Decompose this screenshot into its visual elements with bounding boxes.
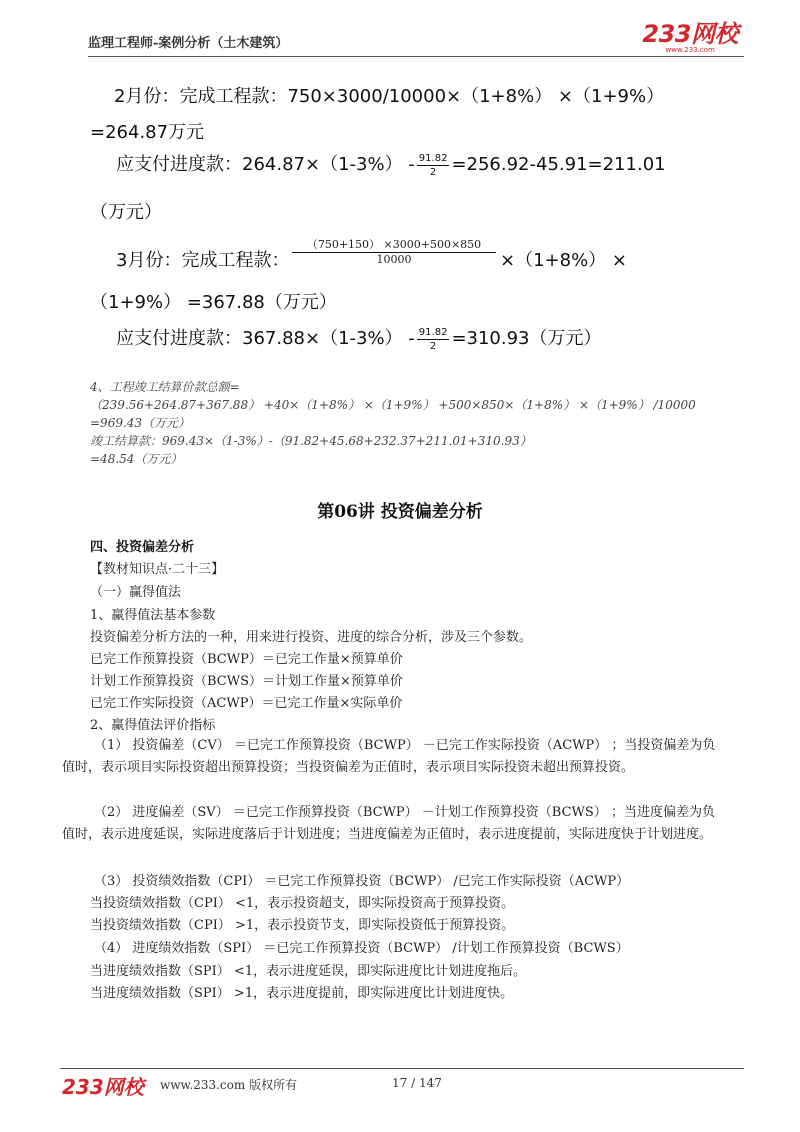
calc-feb-payment <box>116 150 666 179</box>
cpi-greater-than-one: 当投资绩效指数（CPI） >1，表示投资节支，即实际投资低于预算投资。 <box>90 918 515 933</box>
calc-feb-line: 2月份：完成工程款：750×3000/10000×（1+8%） ×（1+9%） <box>114 86 665 107</box>
param-bcws: 计划工作预算投资（BCWS）＝计划工作量×预算单价 <box>90 674 403 689</box>
calc-mar-fraction <box>292 238 496 267</box>
fraction-denominator: 2 <box>429 340 437 352</box>
param-acwp: 已完工作实际投资（ACWP）＝已完工作量×实际单价 <box>90 696 403 711</box>
calc-feb-payment-unit: （万元） <box>90 202 162 223</box>
subheading-basic-params: 1、赢得值法基本参数 <box>90 608 216 623</box>
settlement-line-4: 竣工结算款：969.43×（1-3%）-（91.82+45.68+232.37+211.01+310.93） <box>90 434 532 448</box>
header-divider <box>88 56 744 57</box>
settlement-line-1: 4、工程竣工结算价款总额= <box>90 380 240 394</box>
calc-mar-payment-pre: 应支付进度款：367.88×（1-3%） - <box>116 328 415 349</box>
subheading-earned-value: （一）赢得值法 <box>90 585 182 600</box>
section-heading: 四、投资偏差分析 <box>90 540 195 555</box>
footer-copyright: www.233.com 版权所有 <box>160 1078 298 1092</box>
fraction-denominator: 2 <box>429 166 437 178</box>
calc-mar-line-pre: 3月份：完成工程款： <box>116 250 290 271</box>
spi-less-than-one: 当进度绩效指数（SPI） <1，表示进度延误，即实际进度比计划进度拖后。 <box>90 964 527 979</box>
indicator-sv: （2） 进度偏差（SV） ＝已完工作预算投资（BCWP） －计划工作预算投资（BCWS） ；当进度偏差为负值时，表示进度延误，实际进度落后于计划进度；当进度偏差为正值时，表示进度提前，实际进度快于计划进度。 <box>62 805 715 842</box>
calc-mar-result: （1+9%） =367.88（万元） <box>90 292 337 313</box>
subheading-indicators: 2、赢得值法评价指标 <box>90 718 216 733</box>
fraction <box>417 326 450 353</box>
brand-logo <box>642 22 738 54</box>
lecture-title: 第06讲 投资偏差分析 <box>317 502 483 522</box>
calc-feb-result: =264.87万元 <box>90 122 205 143</box>
fraction <box>417 152 450 179</box>
calc-mar-payment <box>116 324 602 353</box>
footer-logo: 233网校 <box>62 1075 144 1099</box>
indicator-spi: （4） 进度绩效指数（SPI） ＝已完工作预算投资（BCWP） /计划工作预算投资（BCWS） <box>94 941 629 956</box>
calc-feb-payment-pre: 应支付进度款：264.87×（1-3%） - <box>116 154 415 175</box>
fraction-numerator: 91.82 <box>418 152 448 164</box>
page-header-title: 监理工程师-案例分析（土木建筑） <box>88 36 289 51</box>
fraction-numerator: 91.82 <box>418 326 448 338</box>
indicator-cpi: （3） 投资绩效指数（CPI） ＝已完工作预算投资（BCWP） /已完工作实际投资（ACWP） <box>94 874 630 889</box>
settlement-line-2: （239.56+264.87+367.88） +40×（1+8%） ×（1+9%） +500×850×（1+8%） ×（1+9%） /10000 <box>90 398 696 412</box>
param-bcwp: 已完工作预算投资（BCWP）＝已完工作量×预算单价 <box>90 652 403 667</box>
intro-text: 投资偏差分析方法的一种，用来进行投资、进度的综合分析，涉及三个参数。 <box>90 630 533 645</box>
fraction-numerator: （750+150） ×3000+500×850 <box>292 238 496 253</box>
knowledge-point-tag: 【教材知识点·二十三】 <box>90 562 225 577</box>
footer-divider <box>60 1068 744 1069</box>
settlement-line-5: =48.54（万元） <box>90 452 183 466</box>
indicator-cv: （1） 投资偏差（CV） ＝已完工作预算投资（BCWP） －已完工作实际投资（ACWP） ；当投资偏差为负值时，表示项目实际投资超出预算投资；当投资偏差为正值时，表示项目实际投资未超出预算投资。 <box>62 738 716 775</box>
fraction-denominator: 10000 <box>376 253 412 266</box>
brand-logo-url: www.233.com <box>665 46 715 54</box>
brand-logo-text: 233网校 <box>642 20 738 48</box>
cpi-less-than-one: 当投资绩效指数（CPI） <1，表示投资超支，即实际投资高于预算投资。 <box>90 896 515 911</box>
page-number: 17 / 147 <box>392 1076 442 1090</box>
calc-feb-payment-post: =256.92-45.91=211.01 <box>451 154 666 175</box>
spi-greater-than-one: 当进度绩效指数（SPI） >1，表示进度提前，即实际进度比计划进度快。 <box>90 986 514 1001</box>
calc-mar-payment-post: =310.93（万元） <box>451 328 602 349</box>
settlement-line-3: =969.43（万元） <box>90 416 191 430</box>
calc-mar-line-post: ×（1+8%） × <box>500 250 627 271</box>
